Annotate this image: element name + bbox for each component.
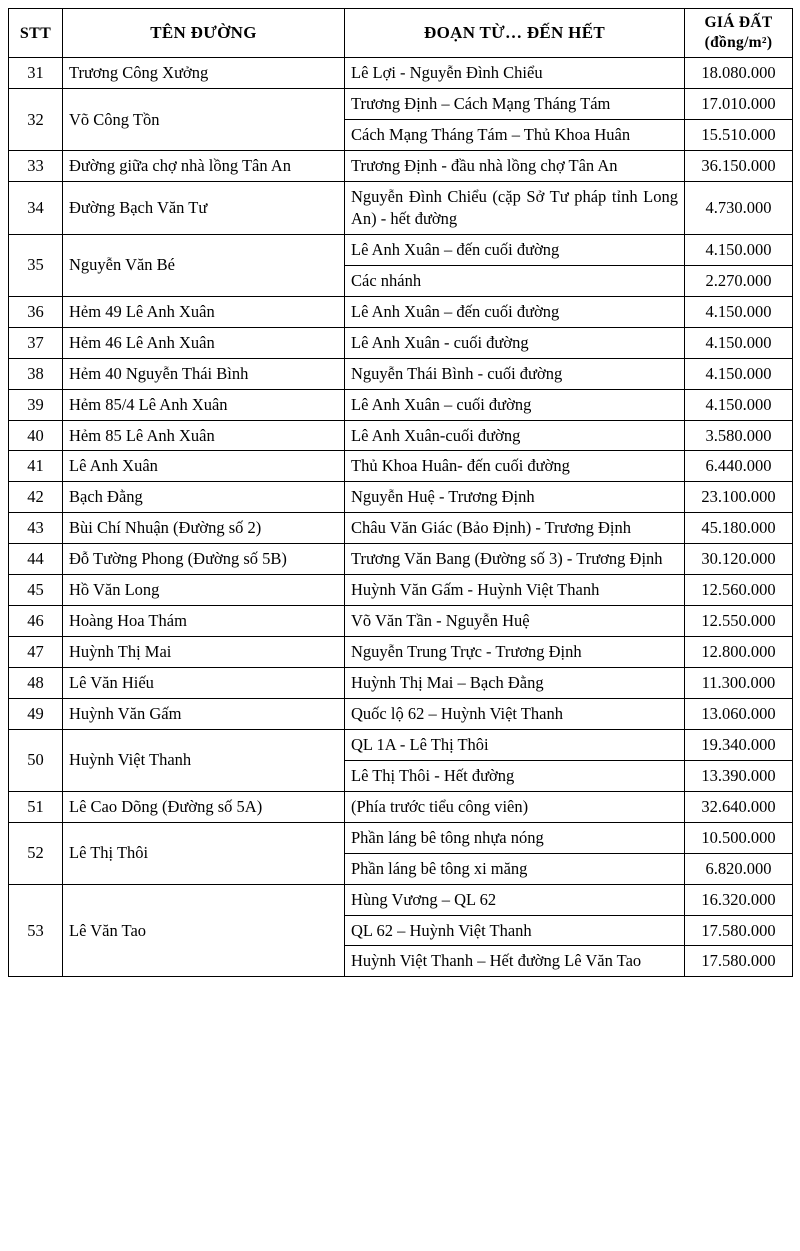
cell-price: 4.150.000 (685, 296, 793, 327)
cell-stt: 52 (9, 822, 63, 884)
cell-segment: Lê Anh Xuân – đến cuối đường (345, 234, 685, 265)
cell-price: 4.150.000 (685, 234, 793, 265)
table-row (9, 822, 793, 853)
cell-stt: 41 (9, 451, 63, 482)
table-row (9, 513, 793, 544)
cell-street-name: Hẻm 40 Nguyễn Thái Bình (63, 358, 345, 389)
cell-segment: Lê Anh Xuân – đến cuối đường (345, 296, 685, 327)
cell-street-name: Võ Công Tồn (63, 89, 345, 151)
cell-stt: 48 (9, 668, 63, 699)
cell-segment: Cách Mạng Tháng Tám – Thủ Khoa Huân (345, 120, 685, 151)
cell-stt: 36 (9, 296, 63, 327)
cell-stt: 40 (9, 420, 63, 451)
table-row (9, 729, 793, 760)
cell-street-name: Trương Công Xưởng (63, 58, 345, 89)
table-row (9, 89, 793, 120)
cell-segment: Nguyễn Huệ - Trương Định (345, 482, 685, 513)
table-row (9, 58, 793, 89)
cell-stt: 39 (9, 389, 63, 420)
cell-price: 30.120.000 (685, 544, 793, 575)
cell-stt: 51 (9, 791, 63, 822)
cell-stt: 46 (9, 606, 63, 637)
cell-segment: QL 1A - Lê Thị Thôi (345, 729, 685, 760)
cell-segment: Các nhánh (345, 265, 685, 296)
cell-segment: Lê Anh Xuân-cuối đường (345, 420, 685, 451)
column-header-street-name: TÊN ĐƯỜNG (63, 9, 345, 58)
cell-stt: 31 (9, 58, 63, 89)
table-row (9, 296, 793, 327)
cell-stt: 45 (9, 575, 63, 606)
table-row (9, 482, 793, 513)
table-row (9, 327, 793, 358)
cell-stt: 37 (9, 327, 63, 358)
table-row (9, 606, 793, 637)
cell-segment: Lê Thị Thôi - Hết đường (345, 760, 685, 791)
table-row (9, 234, 793, 265)
table-row (9, 389, 793, 420)
cell-price: 45.180.000 (685, 513, 793, 544)
table-row (9, 182, 793, 235)
table-body (9, 58, 793, 977)
cell-stt: 34 (9, 182, 63, 235)
column-header-price-title: GIÁ ĐẤT (704, 14, 773, 31)
cell-price: 23.100.000 (685, 482, 793, 513)
cell-price: 13.060.000 (685, 698, 793, 729)
cell-segment: Huỳnh Văn Gấm - Huỳnh Việt Thanh (345, 575, 685, 606)
column-header-price-unit: (đồng/m²) (704, 34, 773, 52)
cell-stt: 47 (9, 637, 63, 668)
cell-segment: Nguyễn Đình Chiểu (cặp Sở Tư pháp tỉnh Long An) - hết đường (345, 182, 685, 235)
cell-price: 10.500.000 (685, 822, 793, 853)
cell-segment: Lê Anh Xuân - cuối đường (345, 327, 685, 358)
cell-segment: Huỳnh Việt Thanh – Hết đường Lê Văn Tao (345, 946, 685, 977)
column-header-segment: ĐOẠN TỪ… ĐẾN HẾT (345, 9, 685, 58)
cell-street-name: Huỳnh Văn Gấm (63, 698, 345, 729)
cell-street-name: Bạch Đằng (63, 482, 345, 513)
cell-stt: 53 (9, 884, 63, 977)
cell-street-name: Huỳnh Việt Thanh (63, 729, 345, 791)
cell-street-name: Lê Thị Thôi (63, 822, 345, 884)
table-row (9, 451, 793, 482)
cell-price: 2.270.000 (685, 265, 793, 296)
cell-price: 4.730.000 (685, 182, 793, 235)
table-row (9, 544, 793, 575)
cell-street-name: Đỗ Tường Phong (Đường số 5B) (63, 544, 345, 575)
table-row (9, 637, 793, 668)
cell-price: 12.560.000 (685, 575, 793, 606)
cell-segment: Nguyễn Thái Bình - cuối đường (345, 358, 685, 389)
table-row (9, 420, 793, 451)
cell-street-name: Đường Bạch Văn Tư (63, 182, 345, 235)
cell-stt: 44 (9, 544, 63, 575)
cell-segment: Châu Văn Giác (Bảo Định) - Trương Định (345, 513, 685, 544)
cell-street-name: Lê Anh Xuân (63, 451, 345, 482)
cell-street-name: Lê Văn Tao (63, 884, 345, 977)
cell-street-name: Hoàng Hoa Thám (63, 606, 345, 637)
cell-segment: Hùng Vương – QL 62 (345, 884, 685, 915)
cell-price: 17.580.000 (685, 915, 793, 946)
cell-price: 3.580.000 (685, 420, 793, 451)
cell-street-name: Huỳnh Thị Mai (63, 637, 345, 668)
cell-stt: 33 (9, 151, 63, 182)
cell-stt: 32 (9, 89, 63, 151)
cell-price: 11.300.000 (685, 668, 793, 699)
cell-segment: Trương Định - đầu nhà lồng chợ Tân An (345, 151, 685, 182)
cell-segment: Phần láng bê tông nhựa nóng (345, 822, 685, 853)
cell-segment: Huỳnh Thị Mai – Bạch Đằng (345, 668, 685, 699)
cell-street-name: Lê Cao Dõng (Đường số 5A) (63, 791, 345, 822)
cell-stt: 35 (9, 234, 63, 296)
cell-segment: Trương Văn Bang (Đường số 3) - Trương Định (345, 544, 685, 575)
cell-segment: Quốc lộ 62 – Huỳnh Việt Thanh (345, 698, 685, 729)
cell-segment: Võ Văn Tần - Nguyễn Huệ (345, 606, 685, 637)
cell-street-name: Lê Văn Hiếu (63, 668, 345, 699)
table-row (9, 151, 793, 182)
cell-street-name: Bùi Chí Nhuận (Đường số 2) (63, 513, 345, 544)
cell-price: 12.800.000 (685, 637, 793, 668)
cell-price: 16.320.000 (685, 884, 793, 915)
table-row (9, 358, 793, 389)
cell-segment: Trương Định – Cách Mạng Tháng Tám (345, 89, 685, 120)
table-header-row (9, 9, 793, 58)
cell-price: 13.390.000 (685, 760, 793, 791)
cell-price: 12.550.000 (685, 606, 793, 637)
cell-stt: 50 (9, 729, 63, 791)
column-header-price (685, 9, 793, 58)
cell-street-name: Đường giữa chợ nhà lồng Tân An (63, 151, 345, 182)
cell-segment: Phần láng bê tông xi măng (345, 853, 685, 884)
cell-price: 15.510.000 (685, 120, 793, 151)
cell-price: 36.150.000 (685, 151, 793, 182)
table-row (9, 698, 793, 729)
column-header-stt: STT (9, 9, 63, 58)
cell-segment: QL 62 – Huỳnh Việt Thanh (345, 915, 685, 946)
cell-segment: Lê Anh Xuân – cuối đường (345, 389, 685, 420)
cell-stt: 38 (9, 358, 63, 389)
cell-price: 4.150.000 (685, 327, 793, 358)
cell-street-name: Nguyễn Văn Bé (63, 234, 345, 296)
table-row (9, 791, 793, 822)
cell-price: 6.820.000 (685, 853, 793, 884)
cell-street-name: Hẻm 49 Lê Anh Xuân (63, 296, 345, 327)
cell-street-name: Hẻm 46 Lê Anh Xuân (63, 327, 345, 358)
cell-segment: Lê Lợi - Nguyễn Đình Chiểu (345, 58, 685, 89)
table-row (9, 884, 793, 915)
cell-price: 17.580.000 (685, 946, 793, 977)
cell-segment: (Phía trước tiểu công viên) (345, 791, 685, 822)
land-price-table (8, 8, 793, 977)
table-row (9, 575, 793, 606)
cell-price: 32.640.000 (685, 791, 793, 822)
cell-stt: 49 (9, 698, 63, 729)
cell-price: 6.440.000 (685, 451, 793, 482)
cell-segment: Nguyễn Trung Trực - Trương Định (345, 637, 685, 668)
table-header (9, 9, 793, 58)
cell-price: 18.080.000 (685, 58, 793, 89)
cell-street-name: Hẻm 85/4 Lê Anh Xuân (63, 389, 345, 420)
cell-street-name: Hẻm 85 Lê Anh Xuân (63, 420, 345, 451)
cell-stt: 42 (9, 482, 63, 513)
cell-price: 19.340.000 (685, 729, 793, 760)
cell-street-name: Hồ Văn Long (63, 575, 345, 606)
cell-price: 4.150.000 (685, 358, 793, 389)
cell-segment: Thủ Khoa Huân- đến cuối đường (345, 451, 685, 482)
table-row (9, 668, 793, 699)
cell-price: 4.150.000 (685, 389, 793, 420)
cell-price: 17.010.000 (685, 89, 793, 120)
cell-stt: 43 (9, 513, 63, 544)
